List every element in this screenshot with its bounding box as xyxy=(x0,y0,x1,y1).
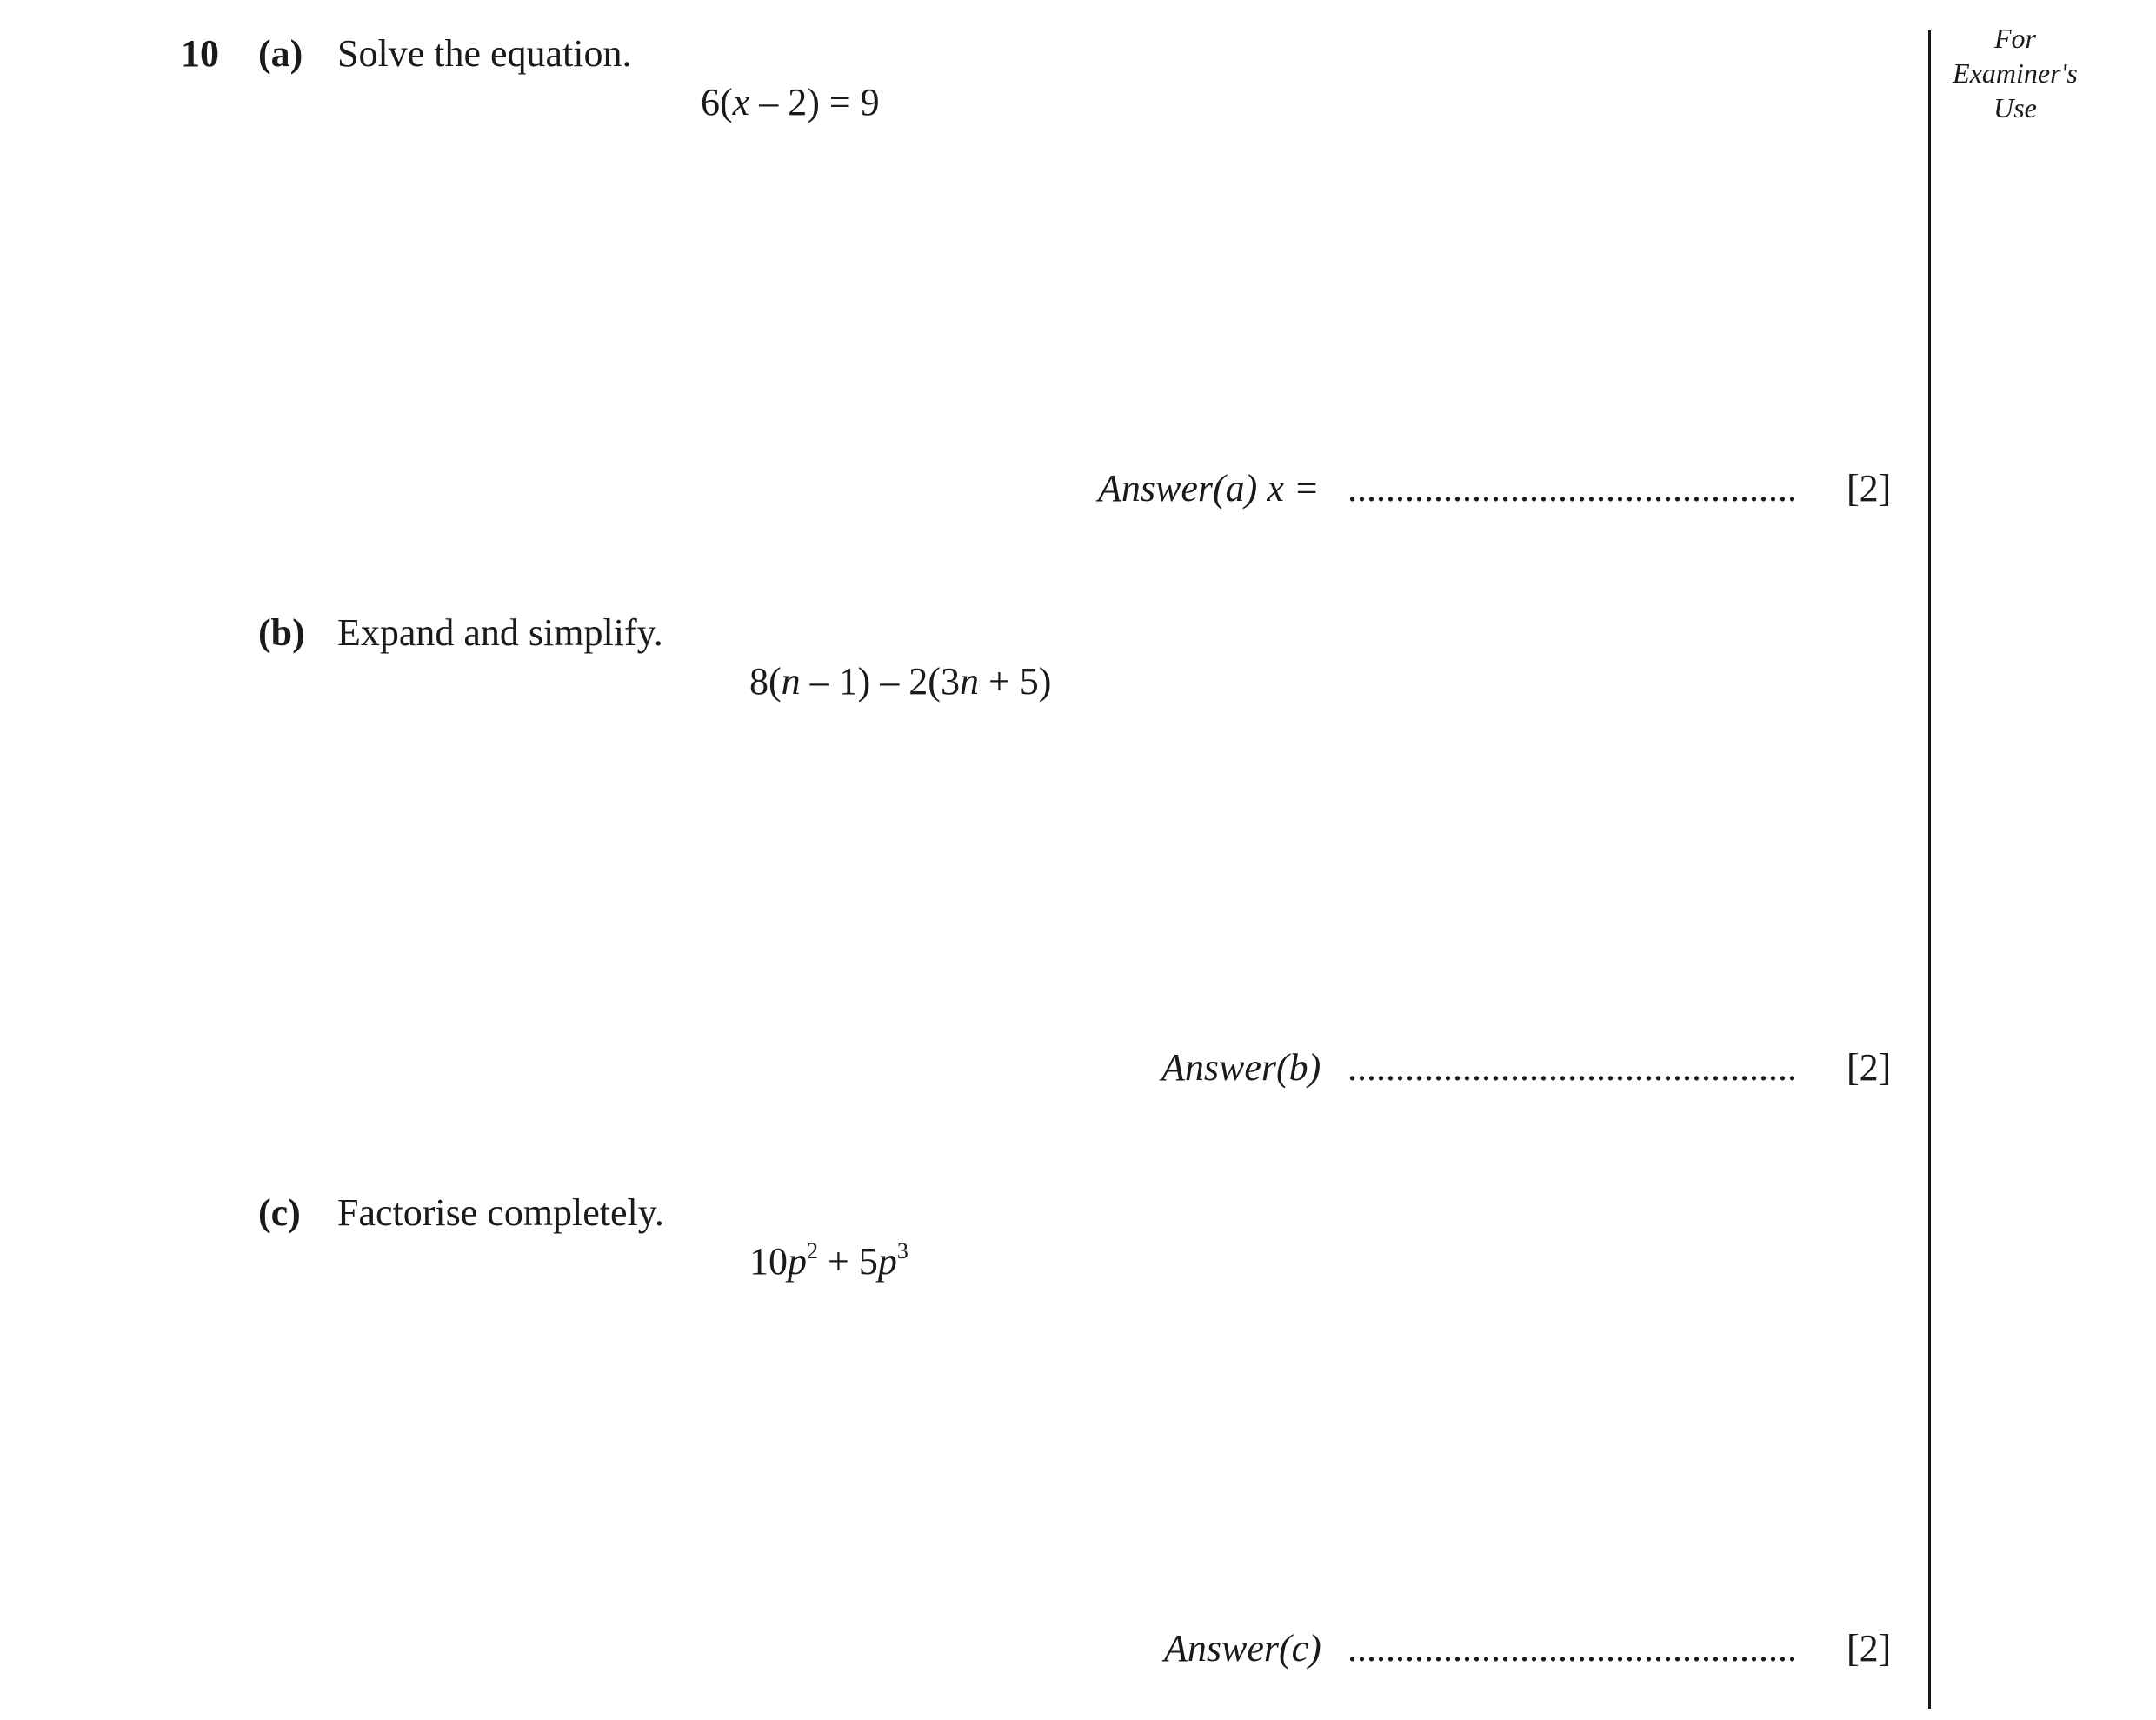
answer-b-line[interactable]: ............................................... xyxy=(1348,1046,1797,1089)
examiner-line-1: For xyxy=(1994,23,2036,54)
examiner-line-3: Use xyxy=(1993,92,2037,123)
part-b-instruction: Expand and simplify. xyxy=(337,611,663,654)
examiner-line-2: Examiner's xyxy=(1953,57,2078,89)
answer-b-label: Answer(b) xyxy=(1161,1046,1321,1089)
answer-a-marks: [2] xyxy=(1847,467,1892,510)
part-a-instruction: Solve the equation. xyxy=(337,32,632,75)
part-b-label: (b) xyxy=(258,611,305,654)
part-b-expression: 8(n – 1) – 2(3n + 5) xyxy=(749,660,1052,703)
examiner-margin-line xyxy=(1928,30,1931,1709)
answer-c-marks: [2] xyxy=(1847,1627,1892,1670)
examiner-use-label xyxy=(1937,21,2093,125)
answer-a-label: Answer(a) x = xyxy=(1098,467,1320,510)
answer-c-line[interactable]: ............................................... xyxy=(1348,1627,1797,1670)
part-a-label: (a) xyxy=(258,32,303,75)
answer-b-marks: [2] xyxy=(1847,1046,1892,1089)
answer-c-label: Answer(c) xyxy=(1164,1627,1321,1670)
part-c-label: (c) xyxy=(258,1191,301,1234)
part-a-expression: 6(x – 2) = 9 xyxy=(701,81,880,123)
part-c-instruction: Factorise completely. xyxy=(337,1191,664,1234)
answer-a-line[interactable]: ............................................... xyxy=(1348,467,1797,510)
question-number: 10 xyxy=(181,32,219,75)
part-c-expression: $10p^2 + 5p^3$ xyxy=(749,1238,908,1283)
